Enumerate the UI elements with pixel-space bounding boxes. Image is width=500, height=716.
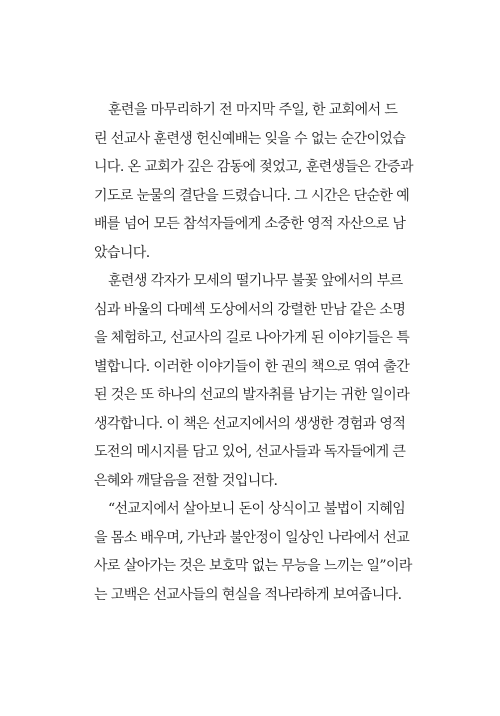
text-line: 배를 넘어 모든 참석자들에게 소중한 영적 자산으로 남 [94,216,406,232]
text-line: 도전의 메시지를 담고 있어, 선교사들과 독자들에게 큰 [94,444,406,460]
text-line: 별합니다. 이러한 이야기들이 한 권의 책으로 엮여 출간 [94,358,410,375]
text-line: 니다. 온 교회가 깊은 감동에 젖었고, 훈련생들은 간증과 [94,159,413,175]
text-line: 는 고백은 선교사들의 현실을 적나라하게 보여줍니다. [94,586,402,603]
text-line: 은혜와 깨달음을 전할 것입니다. [94,472,278,489]
text-line: 기도로 눈물의 결단을 드렸습니다. 그 시간은 단순한 예 [94,187,410,204]
body-text [94,96,416,609]
text-line: 았습니다. [94,244,150,261]
paragraph-2 [94,267,416,495]
text-line: 을 몸소 배우며, 가난과 불안정이 일상인 나라에서 선교 [94,529,410,546]
text-line: 심과 바울의 다메섹 도상에서의 강렬한 만남 같은 소명 [94,301,406,318]
paragraph-1 [94,96,416,267]
text-line: 생각합니다. 이 책은 선교지에서의 생생한 경험과 영적 [94,415,406,432]
text-line: 을 체험하고, 선교사의 길로 나아가게 된 이야기들은 특 [94,330,410,346]
text-line: 된 것은 또 하나의 선교의 발자취를 남기는 귀한 일이라 [94,387,410,403]
text-line: 훈련을 마무리하기 전 마지막 주일, 한 교회에서 드 [108,102,398,118]
text-line: 린 선교사 훈련생 헌신예배는 잊을 수 없는 순간이었습 [94,130,406,147]
text-line: “선교지에서 살아보니 돈이 상식이고 불법이 지혜임 [108,501,406,517]
paragraph-3 [94,495,416,609]
text-line: 훈련생 각자가 모세의 떨기나무 불꽃 앞에서의 부르 [108,273,403,289]
text-line: 사로 살아가는 것은 보호막 없는 무능을 느끼는 일”이라 [94,558,412,574]
